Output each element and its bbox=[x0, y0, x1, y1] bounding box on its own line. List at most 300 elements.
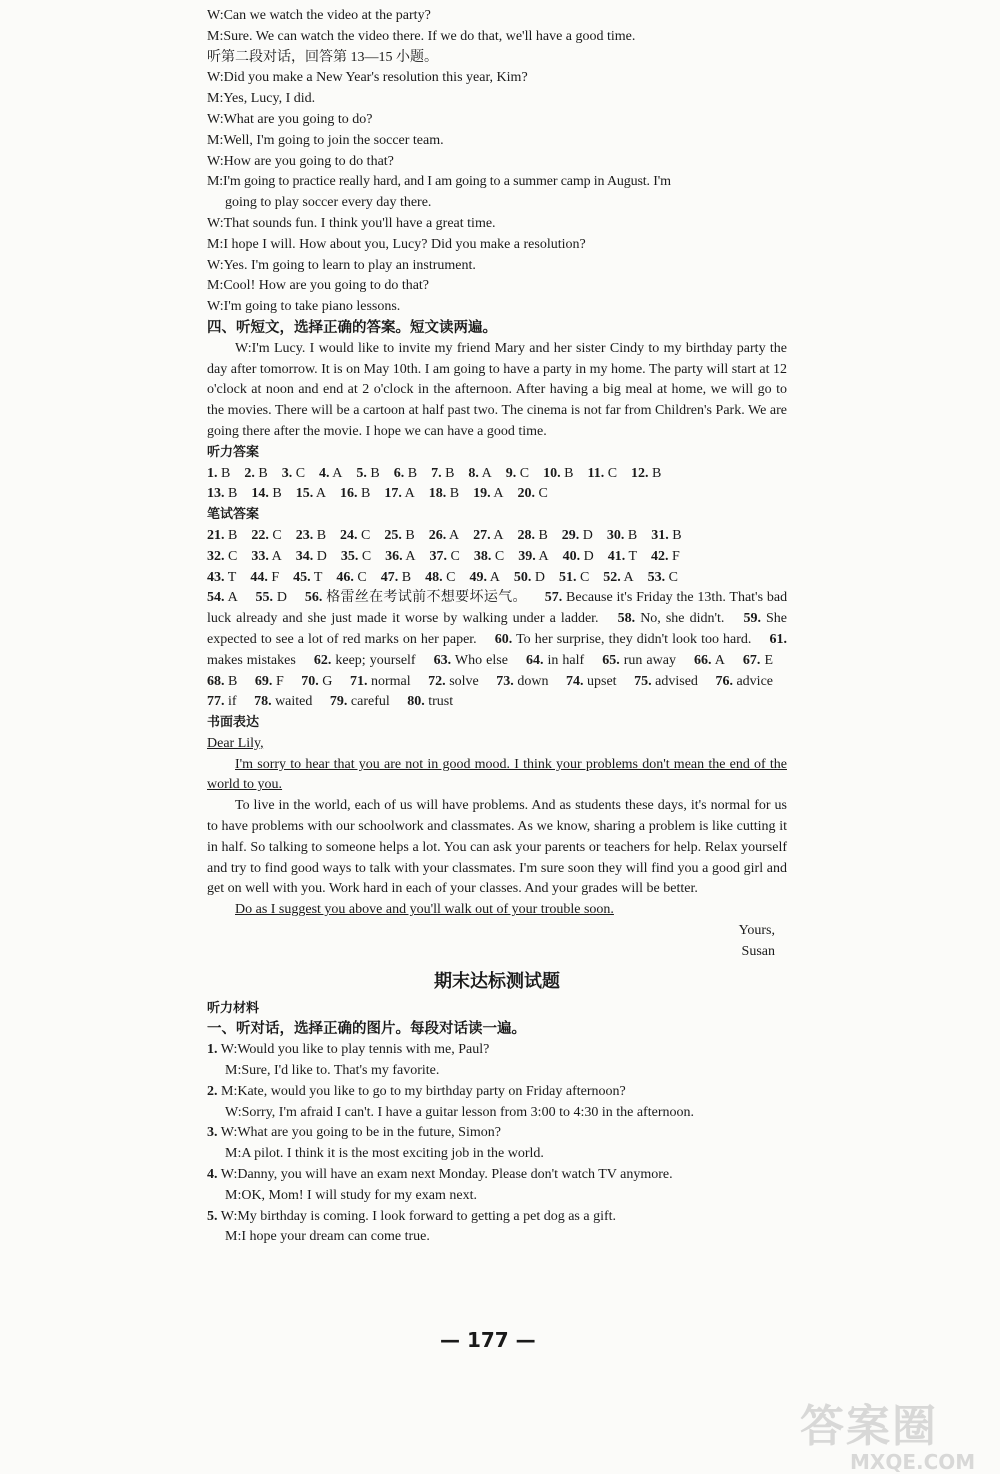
answer-number: 2. bbox=[244, 465, 255, 481]
answer-value: A bbox=[332, 465, 343, 481]
answer-item bbox=[356, 464, 379, 485]
answer-item bbox=[429, 484, 459, 505]
answer-number: 70. bbox=[301, 673, 319, 689]
answer-value: Because it's Friday the 13th. That's bad luck already and she just made it worse by walking under a ladder. bbox=[207, 590, 788, 627]
answer-number: 75. bbox=[634, 673, 652, 689]
answer-value: F bbox=[271, 569, 280, 585]
dialog-line: W:Sorry, I'm afraid I can't. I have a guitar lesson from 3:00 to 4:30 in the afternoon. bbox=[225, 1104, 694, 1120]
answer-number: 15. bbox=[295, 486, 314, 502]
answer-value: advice bbox=[736, 673, 773, 689]
answer-value: B bbox=[445, 465, 455, 481]
letter-closing: Yours, bbox=[738, 923, 775, 939]
answer-value: B bbox=[407, 465, 418, 481]
answer-number: 51. bbox=[558, 569, 577, 585]
answer-value: C bbox=[357, 569, 367, 585]
answer-item bbox=[384, 526, 414, 547]
answer-number: 20. bbox=[517, 486, 535, 502]
dialog-number: 3. bbox=[207, 1125, 218, 1141]
answer-value: A bbox=[315, 486, 327, 502]
answer-item bbox=[473, 484, 503, 505]
answer-item bbox=[618, 611, 725, 626]
answer-item bbox=[495, 632, 752, 647]
answer-number: 19. bbox=[473, 486, 491, 502]
answer-value: No, she didn't. bbox=[640, 611, 725, 627]
answer-item bbox=[207, 464, 230, 485]
dialog-line: M:Sure. We can watch the video there. If we do that, we'll have a good time. bbox=[207, 28, 636, 44]
answer-number: 3. bbox=[281, 465, 293, 481]
dialog-text: W:Would you like to play tennis with me, Paul? bbox=[217, 1042, 490, 1058]
answer-item bbox=[207, 590, 238, 605]
answer-item bbox=[608, 547, 637, 568]
answer-value: A bbox=[481, 465, 492, 481]
answer-value: keep; yourself bbox=[335, 652, 416, 668]
final-dialogs bbox=[207, 1040, 787, 1248]
answer-value: solve bbox=[449, 673, 479, 689]
answer-item bbox=[255, 674, 284, 689]
answer-item bbox=[296, 547, 327, 568]
answer-value: She expected to see a lot of red marks on her paper. bbox=[207, 611, 788, 647]
dialog-text: W:What are you going to be in the future, Simon? bbox=[217, 1125, 501, 1141]
answer-value: waited bbox=[275, 694, 313, 710]
answer-value: B bbox=[370, 465, 380, 481]
answer-number: 56. bbox=[304, 590, 323, 606]
answer-number: 65. bbox=[602, 652, 620, 668]
answer-value: advised bbox=[655, 673, 698, 689]
answer-item bbox=[207, 694, 237, 709]
answer-number: 45. bbox=[293, 569, 311, 585]
answer-number: 1. bbox=[207, 465, 218, 481]
answer-item bbox=[563, 547, 594, 568]
answer-value: D bbox=[583, 548, 594, 564]
answer-value: A bbox=[714, 652, 725, 668]
answer-number: 52. bbox=[603, 569, 621, 585]
answer-number: 47. bbox=[380, 569, 399, 585]
answer-value: G bbox=[322, 673, 333, 689]
dialog-line: M:Sure, I'd like to. That's my favorite. bbox=[225, 1063, 440, 1079]
answer-item bbox=[473, 526, 503, 547]
answer-item bbox=[207, 547, 237, 568]
answer-value: B bbox=[652, 465, 662, 481]
answer-item bbox=[431, 464, 454, 485]
answer-value: B bbox=[672, 527, 682, 543]
answer-value: A bbox=[493, 486, 504, 502]
answer-number: 5. bbox=[356, 465, 367, 481]
answer-number: 11. bbox=[587, 465, 605, 481]
answer-number: 13. bbox=[207, 486, 225, 502]
answer-value: makes mistakes bbox=[207, 652, 296, 668]
answer-number: 50. bbox=[513, 569, 532, 585]
writing-title: 书面表达 bbox=[207, 715, 260, 731]
answer-value: T bbox=[628, 548, 638, 564]
answer-number: 24. bbox=[340, 527, 358, 543]
answer-item bbox=[256, 590, 287, 605]
answer-item bbox=[282, 464, 305, 485]
dialog-line bbox=[207, 1123, 787, 1144]
answer-value: B bbox=[221, 465, 231, 481]
answer-item bbox=[430, 547, 460, 568]
answer-value: B bbox=[401, 569, 412, 585]
answer-number: 58. bbox=[617, 611, 636, 627]
listening-answers-title: 听力答案 bbox=[207, 444, 260, 460]
answer-number: 26. bbox=[428, 527, 447, 543]
dialog-line: W:How are you going to do that? bbox=[207, 153, 394, 169]
answer-item bbox=[559, 568, 589, 589]
answer-item bbox=[648, 568, 678, 589]
listening-answers bbox=[207, 464, 787, 506]
dialog-line: W:I'm going to take piano lessons. bbox=[207, 299, 401, 315]
answer-value: down bbox=[517, 673, 549, 689]
answer-item bbox=[562, 526, 593, 547]
answer-item bbox=[468, 464, 491, 485]
answer-number: 48. bbox=[425, 569, 443, 585]
answer-number: 32. bbox=[207, 548, 225, 564]
answer-item bbox=[250, 568, 279, 589]
answer-number: 80. bbox=[407, 694, 425, 710]
passage-text: W:I'm Lucy. I would like to invite my friend Mary and her sister Cindy to my birthday party the day after tomorrow. It is on May 10th. I am going to have a party in my home. The party will start at 12 o'clock at noon and end at 2 o'clock in the afternoon. After having a big meal at home, we will go to the movies. There will be a cartoon at half past two. The cinema is not far from Children's Park. We are going there after the movie. I hope we can have a good time. bbox=[207, 340, 787, 439]
answer-value: B bbox=[316, 527, 327, 543]
answer-value: C bbox=[519, 465, 530, 481]
dialog-line: M:I hope I will. How about you, Lucy? Did you make a resolution? bbox=[207, 236, 586, 252]
answer-value: D bbox=[276, 590, 287, 606]
dialog-line bbox=[207, 1040, 787, 1061]
dialog-line: M:I'm going to practice really hard, and I am going to a summer camp in August. I'm bbox=[207, 174, 671, 190]
answer-value: B bbox=[228, 673, 238, 689]
dialog-line bbox=[207, 1207, 787, 1228]
answer-item bbox=[634, 674, 698, 689]
dialog-number: 1. bbox=[207, 1042, 218, 1058]
dialog2-heading: 听第二段对话，回答第 13—15 小题。 bbox=[207, 49, 438, 65]
part1-title: 一、听对话，选择正确的图片。每段对话读一遍。 bbox=[207, 1021, 526, 1038]
answer-number: 14. bbox=[251, 486, 269, 502]
answer-number: 18. bbox=[428, 486, 447, 502]
passage bbox=[207, 339, 787, 443]
answer-number: 29. bbox=[561, 527, 580, 543]
letter-signature: Susan bbox=[741, 943, 775, 959]
answer-value: C bbox=[272, 527, 282, 543]
answer-number: 55. bbox=[255, 590, 274, 606]
answer-number: 68. bbox=[207, 673, 225, 689]
answer-item bbox=[407, 694, 453, 709]
letter-p3: Do as I suggest you above and you'll walk out of your trouble soon. bbox=[235, 902, 614, 918]
answer-number: 36. bbox=[385, 548, 403, 564]
answer-item bbox=[428, 674, 479, 689]
answer-item bbox=[694, 653, 725, 668]
answer-value: T bbox=[313, 569, 323, 585]
answer-item bbox=[496, 674, 548, 689]
answer-item bbox=[474, 547, 504, 568]
dialog-number: 5. bbox=[207, 1208, 218, 1224]
answer-number: 67. bbox=[742, 652, 761, 668]
answer-number: 60. bbox=[494, 631, 513, 647]
answer-item bbox=[301, 674, 332, 689]
dialog-line: M:Well, I'm going to join the soccer team. bbox=[207, 132, 444, 148]
answer-item bbox=[469, 568, 499, 589]
answer-number: 76. bbox=[715, 673, 733, 689]
letter-greeting: Dear Lily, bbox=[207, 735, 264, 751]
answer-number: 49. bbox=[469, 569, 487, 585]
answer-item bbox=[743, 653, 773, 668]
dialog-line: W:Can we watch the video at the party? bbox=[207, 8, 431, 23]
answer-value: trust bbox=[428, 694, 454, 710]
answer-value: A bbox=[271, 548, 282, 564]
answer-item bbox=[319, 464, 342, 485]
dialog-text: M:Kate, would you like to go to my birthday party on Friday afternoon? bbox=[217, 1083, 626, 1099]
answer-item bbox=[293, 568, 322, 589]
answer-value: B bbox=[228, 527, 238, 543]
answer-item bbox=[350, 674, 411, 689]
page-content bbox=[207, 6, 787, 1248]
answer-item bbox=[517, 526, 547, 547]
dialog-number: 2. bbox=[207, 1083, 218, 1099]
answer-item bbox=[631, 464, 661, 485]
answer-value: C bbox=[668, 569, 678, 585]
answer-item bbox=[506, 464, 529, 485]
answer-number: 33. bbox=[251, 548, 269, 564]
answer-item bbox=[341, 547, 371, 568]
answer-number: 6. bbox=[393, 465, 405, 481]
answer-number: 30. bbox=[606, 527, 625, 543]
answer-value: A bbox=[623, 569, 634, 585]
answer-value: C bbox=[228, 548, 238, 564]
answer-row bbox=[207, 464, 787, 485]
answer-item bbox=[207, 484, 237, 505]
answer-item bbox=[518, 547, 548, 568]
answer-number: 16. bbox=[340, 486, 358, 502]
answer-number: 12. bbox=[631, 465, 649, 481]
dialog-line: W:Did you make a New Year's resolution this year, Kim? bbox=[207, 70, 528, 86]
answer-item bbox=[514, 568, 545, 589]
answer-value: B bbox=[627, 527, 638, 543]
dialog-line: M:Cool! How are you going to do that? bbox=[207, 278, 430, 294]
answer-item bbox=[434, 653, 508, 668]
answer-number: 10. bbox=[543, 465, 561, 481]
answer-item bbox=[251, 484, 281, 505]
answer-row bbox=[207, 484, 787, 505]
answer-item bbox=[394, 464, 417, 485]
answer-item bbox=[381, 568, 411, 589]
dialog-line: M:Yes, Lucy, I did. bbox=[207, 91, 316, 107]
answer-value: F bbox=[275, 673, 284, 689]
answer-value: run away bbox=[623, 652, 676, 668]
answer-item bbox=[603, 568, 633, 589]
answer-item bbox=[254, 694, 312, 709]
answer-value: D bbox=[582, 527, 593, 543]
section4-title: 四、听短文，选择正确的答案。短文读两遍。 bbox=[207, 319, 497, 336]
answer-number: 35. bbox=[340, 548, 359, 564]
answer-item bbox=[566, 674, 617, 689]
dialog-text: W:My birthday is coming. I look forward to getting a pet dog as a gift. bbox=[217, 1208, 617, 1224]
answer-number: 74. bbox=[565, 673, 584, 689]
watermark-text: 答案圈 bbox=[800, 1401, 938, 1452]
answer-value: B bbox=[538, 527, 548, 543]
answer-number: 73. bbox=[496, 673, 514, 689]
dialog-line bbox=[207, 1165, 787, 1186]
written-free-answers bbox=[207, 588, 787, 713]
letter-p2: To live in the world, each of us will have problems. And as students these days, it's normal for us to have problems with our schoolwork and classmates. As we know, sharing a problem is like cutting it in half. So talking to someone helps a lot. You can ask your parents or teachers for help. Relax yourself and try to find good ways to talk with your classmates. I'm sure soon they will find you a good girl and get on well with you. Work hard in each of your classes. And your grades will be better. bbox=[207, 798, 787, 897]
answer-item bbox=[296, 484, 326, 505]
answer-value: A bbox=[538, 548, 549, 564]
answer-number: 61. bbox=[769, 631, 788, 647]
answer-item bbox=[207, 674, 237, 689]
answer-number: 57. bbox=[544, 590, 563, 606]
answer-number: 9. bbox=[505, 465, 517, 481]
answer-item bbox=[207, 526, 237, 547]
answer-value: C bbox=[361, 548, 372, 564]
listening-material-title: 听力材料 bbox=[207, 1000, 260, 1016]
letter-p1: I'm sorry to hear that you are not in good mood. I think your problems don't mean the end of the world to you. bbox=[207, 756, 787, 793]
answer-number: 40. bbox=[562, 548, 581, 564]
dialog-text: W:Danny, you will have an exam next Monday. Please don't watch TV anymore. bbox=[217, 1167, 673, 1183]
answer-item bbox=[207, 568, 236, 589]
answer-item bbox=[517, 484, 547, 505]
answer-value: B bbox=[564, 465, 574, 481]
answer-number: 22. bbox=[251, 527, 269, 543]
answer-value: E bbox=[764, 652, 774, 668]
answer-value: A bbox=[448, 527, 460, 543]
answer-value: B bbox=[405, 527, 415, 543]
answer-number: 8. bbox=[468, 465, 479, 481]
answer-item bbox=[330, 694, 390, 709]
answer-item bbox=[543, 464, 573, 485]
answer-number: 41. bbox=[607, 548, 626, 564]
answer-item bbox=[715, 674, 773, 689]
answer-value: C bbox=[538, 486, 548, 502]
answer-item bbox=[384, 484, 414, 505]
answer-value: if bbox=[228, 694, 237, 710]
answer-value: C bbox=[450, 548, 460, 564]
answer-value: B bbox=[272, 486, 282, 502]
answer-item bbox=[602, 653, 676, 668]
answer-value: normal bbox=[370, 673, 411, 689]
answer-number: 21. bbox=[207, 527, 225, 543]
answer-value: C bbox=[607, 465, 618, 481]
dialog-line: W:What are you going to do? bbox=[207, 111, 373, 127]
answer-number: 66. bbox=[694, 652, 712, 668]
answer-number: 77. bbox=[207, 694, 225, 710]
answer-item bbox=[651, 547, 680, 568]
answer-number: 28. bbox=[517, 527, 535, 543]
answer-value: T bbox=[227, 569, 237, 585]
answer-number: 17. bbox=[384, 486, 402, 502]
dialog-line bbox=[207, 1082, 787, 1103]
answer-number: 34. bbox=[295, 548, 314, 564]
answer-item bbox=[251, 547, 281, 568]
page-number: — 177 — bbox=[440, 1328, 536, 1352]
answer-value: careful bbox=[350, 694, 390, 710]
answer-value: B bbox=[449, 486, 460, 502]
answer-value: upset bbox=[587, 673, 617, 689]
answer-number: 79. bbox=[329, 694, 348, 710]
dialog-line: M:I hope your dream can come true. bbox=[225, 1229, 430, 1245]
written-answers-title: 笔试答案 bbox=[207, 507, 260, 523]
answer-number: 43. bbox=[207, 569, 225, 585]
answer-row bbox=[207, 547, 787, 568]
watermark-logo bbox=[800, 1390, 990, 1474]
final-test-title: 期末达标测试题 bbox=[434, 970, 560, 992]
answer-value: in half bbox=[547, 652, 585, 668]
answer-number: 7. bbox=[431, 465, 442, 481]
answer-number: 39. bbox=[518, 548, 536, 564]
answer-number: 72. bbox=[428, 673, 446, 689]
written-answers bbox=[207, 526, 787, 588]
answer-item bbox=[305, 590, 527, 605]
answer-value: B bbox=[228, 486, 238, 502]
answer-item bbox=[336, 568, 366, 589]
answer-number: 27. bbox=[473, 527, 491, 543]
answer-value: A bbox=[493, 527, 504, 543]
answer-number: 31. bbox=[651, 527, 669, 543]
answer-number: 38. bbox=[473, 548, 492, 564]
answer-number: 71. bbox=[349, 673, 368, 689]
answer-value: C bbox=[446, 569, 456, 585]
letter-body bbox=[207, 755, 787, 921]
answer-item bbox=[296, 526, 326, 547]
answer-number: 23. bbox=[295, 527, 314, 543]
watermark-url: MXQE.COM bbox=[850, 1450, 976, 1474]
answer-number: 44. bbox=[250, 569, 268, 585]
dialog-line: W:Yes. I'm going to learn to play an instrument. bbox=[207, 257, 476, 273]
answer-number: 53. bbox=[647, 569, 666, 585]
answer-row bbox=[207, 568, 787, 589]
answer-item bbox=[587, 464, 617, 485]
answer-number: 78. bbox=[254, 694, 272, 710]
answer-value: C bbox=[579, 569, 590, 585]
answer-number: 59. bbox=[743, 611, 761, 627]
dialog-line: going to play soccer every day there. bbox=[225, 195, 432, 211]
answer-value: A bbox=[404, 486, 415, 502]
dialog-number: 4. bbox=[207, 1167, 218, 1183]
answer-value: C bbox=[494, 548, 505, 564]
answer-item bbox=[314, 653, 416, 668]
answer-value: To her surprise, they didn't look too hard. bbox=[516, 631, 752, 647]
answer-number: 69. bbox=[254, 673, 273, 689]
answer-number: 54. bbox=[207, 590, 225, 606]
answer-item bbox=[340, 484, 370, 505]
answer-item bbox=[425, 568, 455, 589]
answer-number: 37. bbox=[429, 548, 448, 564]
answer-item bbox=[607, 526, 637, 547]
dialog-line: M:A pilot. I think it is the most exciting job in the world. bbox=[225, 1146, 544, 1162]
dialog-line: W:That sounds fun. I think you'll have a great time. bbox=[207, 215, 496, 231]
answer-item bbox=[651, 526, 681, 547]
answer-item bbox=[429, 526, 459, 547]
answer-value: D bbox=[316, 548, 327, 564]
answer-row bbox=[207, 526, 787, 547]
answer-number: 62. bbox=[313, 652, 332, 668]
answer-value: A bbox=[405, 548, 416, 564]
answer-number: 4. bbox=[319, 465, 330, 481]
answer-value: A bbox=[489, 569, 500, 585]
answer-value: C bbox=[361, 527, 371, 543]
answer-value: A bbox=[227, 590, 238, 606]
answer-value: F bbox=[672, 548, 680, 564]
dialog-line: M:OK, Mom! I will study for my exam next. bbox=[225, 1187, 477, 1203]
answer-value: 格雷丝在考试前不想要坏运气。 bbox=[326, 590, 527, 606]
answer-number: 46. bbox=[336, 569, 354, 585]
answer-item bbox=[385, 547, 415, 568]
answer-value: Who else bbox=[454, 652, 508, 668]
answer-value: D bbox=[534, 569, 545, 585]
answer-value: B bbox=[258, 465, 268, 481]
answer-number: 42. bbox=[651, 548, 669, 564]
answer-number: 64. bbox=[525, 652, 544, 668]
answer-item bbox=[340, 526, 370, 547]
answer-item bbox=[251, 526, 281, 547]
answer-number: 25. bbox=[384, 527, 402, 543]
answer-value: C bbox=[295, 465, 306, 481]
answer-number: 63. bbox=[433, 652, 452, 668]
answer-item bbox=[244, 464, 267, 485]
